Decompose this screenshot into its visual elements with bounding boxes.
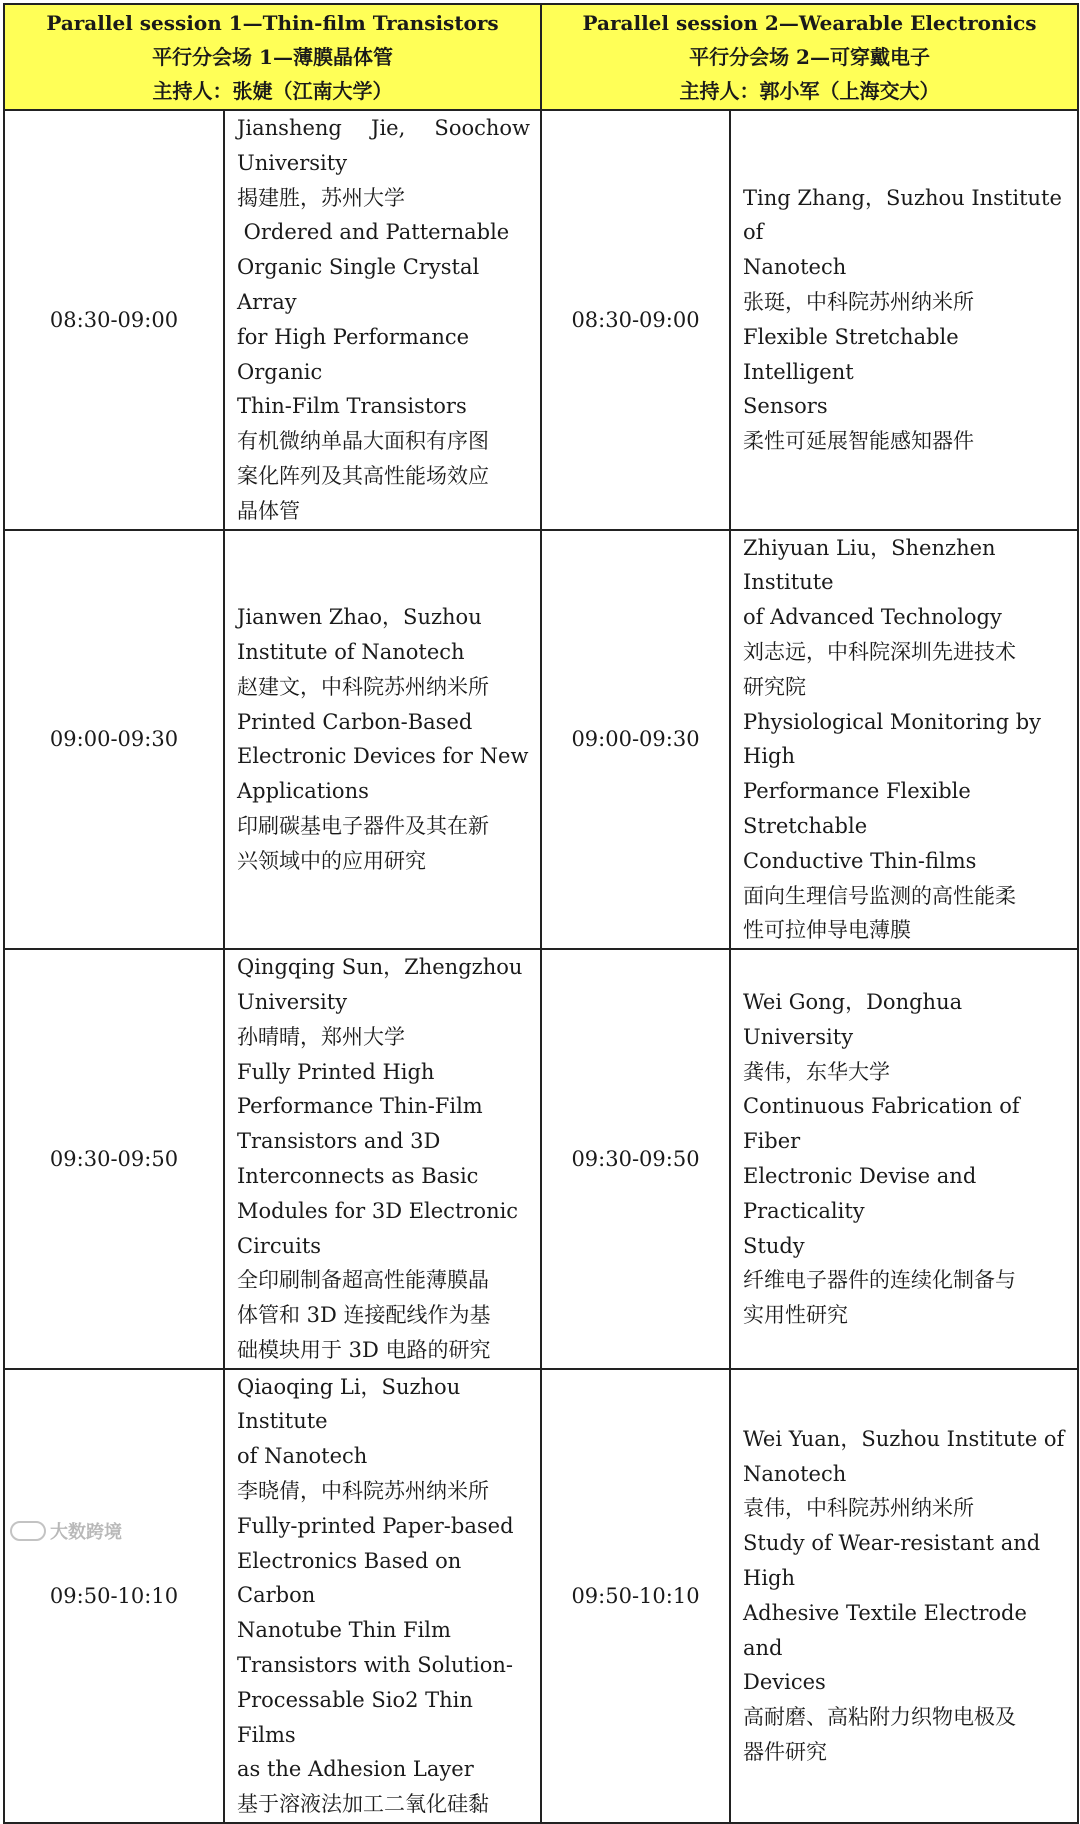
header-row — [4, 4, 1078, 110]
session-2-title-en: Parallel session 2—Wearable Electronics — [582, 11, 1037, 35]
talk-line: Nanotube Thin Film — [237, 1618, 451, 1643]
talk-line: 刘志远，中科院深圳先进技术 — [743, 639, 1017, 664]
session-1-time: 09:00-09:30 — [4, 530, 224, 950]
talk-line: 印刷碳基电子器件及其在新 — [237, 813, 489, 838]
session-2-title-zh: 平行分会场 2—可穿戴电子 — [689, 45, 930, 69]
talk-line: Study of Wear-resistant and High — [743, 1531, 1041, 1591]
talk-line: 实用性研究 — [743, 1303, 849, 1328]
talk-line: 研究院 — [743, 674, 807, 699]
talk-line: Devices — [743, 1670, 826, 1695]
session-2-talk — [730, 1369, 1078, 1823]
talk-line: Zhiyuan Liu，Shenzhen Institute — [743, 535, 996, 595]
session-1-time: 09:50-10:10 — [4, 1369, 224, 1823]
session-2-talk — [730, 949, 1078, 1369]
session-2-host: 主持人：郭小军（上海交大） — [679, 79, 940, 103]
talk-line: Qiaoqing Li，Suzhou Institute — [237, 1374, 461, 1434]
talk-line: Electronic Devices for New — [237, 744, 529, 769]
talk-line: 高耐磨、高粘附力织物电极及 — [743, 1705, 1017, 1730]
talk-line: 有机微纳单晶大面积有序图 — [237, 429, 489, 454]
talk-line: 揭建胜，苏州大学 — [237, 185, 405, 210]
session-1-header — [4, 4, 541, 110]
session-2-time: 09:50-10:10 — [541, 1369, 730, 1823]
table-row — [4, 110, 1078, 530]
talk-line: Ordered and Patternable — [237, 220, 510, 245]
talk-line: Electronics Based on Carbon — [237, 1548, 462, 1608]
talk-line: Ting Zhang，Suzhou Institute of — [743, 185, 1062, 245]
talk-line: 晶体管 — [237, 498, 300, 523]
talk-line: 龚伟，东华大学 — [743, 1059, 891, 1084]
session-1-talk — [224, 949, 541, 1369]
session-2-time: 08:30-09:00 — [541, 110, 730, 530]
talk-line: Physiological Monitoring by High — [743, 709, 1042, 769]
talk-line: as the Adhesion Layer — [237, 1757, 474, 1782]
talk-line: 张珽，中科院苏州纳米所 — [743, 289, 975, 314]
talk-line: 性可拉伸导电薄膜 — [743, 918, 912, 943]
table-row — [4, 530, 1078, 950]
session-2-time: 09:00-09:30 — [541, 530, 730, 950]
session-1-time: 09:30-09:50 — [4, 949, 224, 1369]
session-1-talk — [224, 110, 541, 530]
talk-line: 李晓倩，中科院苏州纳米所 — [237, 1479, 489, 1504]
talk-line: Wei Yuan，Suzhou Institute of — [743, 1426, 1065, 1451]
session-2-time: 09:30-09:50 — [541, 949, 730, 1369]
talk-line: Jiansheng Jie, Soochow — [237, 116, 531, 140]
talk-line: 基于溶液法加工二氧化硅黏 — [237, 1792, 489, 1817]
session-2-talk — [730, 110, 1078, 530]
talk-line: 器件研究 — [743, 1740, 828, 1765]
talk-line: 体管和 3D 连接配线作为基 — [237, 1303, 491, 1328]
talk-line: for High Performance Organic — [237, 324, 470, 384]
talk-line: Thin-Film Transistors — [237, 394, 467, 419]
table-row — [4, 949, 1078, 1369]
talk-line: 袁伟，中科院苏州纳米所 — [743, 1496, 975, 1521]
talk-line: Printed Carbon-Based — [237, 709, 473, 734]
talk-line: Qingqing Sun，Zhengzhou — [237, 955, 523, 980]
talk-line: Sensors — [743, 394, 828, 419]
talk-line: 兴领域中的应用研究 — [237, 848, 426, 873]
session-2-talk — [730, 530, 1078, 950]
talk-line: Flexible Stretchable Intelligent — [743, 324, 959, 384]
talk-line: 柔性可延展智能感知器件 — [743, 429, 975, 454]
talk-line: Conductive Thin-films — [743, 848, 977, 873]
talk-line: Fully-printed Paper-based — [237, 1513, 514, 1538]
talk-line: of Advanced Technology — [743, 605, 1002, 630]
talk-line: 孙晴晴，郑州大学 — [237, 1024, 405, 1049]
talk-line: University — [237, 150, 348, 175]
talk-line: Performance Thin-Film — [237, 1094, 483, 1119]
talk-line: Performance Flexible Stretchable — [743, 779, 971, 838]
talk-line: Jianwen Zhao，Suzhou — [237, 605, 482, 630]
session-1-title-zh: 平行分会场 1—薄膜晶体管 — [152, 45, 393, 69]
talk-line: 础模块用于 3D 电路的研究 — [237, 1337, 491, 1362]
talk-line: of Nanotech — [237, 1444, 368, 1469]
session-1-host: 主持人：张婕（江南大学） — [152, 79, 393, 103]
talk-line: 赵建文，中科院苏州纳米所 — [237, 674, 489, 699]
talk-line: Electronic Devise and Practicality — [743, 1163, 977, 1223]
watermark-text: 大数跨境 — [50, 1522, 122, 1543]
talk-line: University — [237, 989, 348, 1014]
talk-line: 纤维电子器件的连续化制备与 — [743, 1268, 1017, 1293]
talk-line: 案化阵列及其高性能场效应 — [237, 463, 489, 488]
talk-line: Nanotech — [743, 255, 847, 280]
session-1-talk — [224, 530, 541, 950]
talk-line: Institute of Nanotech — [237, 639, 465, 664]
session-1-talk — [224, 1369, 541, 1823]
watermark — [10, 1518, 122, 1544]
talk-line: Circuits — [237, 1233, 322, 1258]
talk-line: Adhesive Textile Electrode and — [743, 1600, 1027, 1660]
talk-line: Transistors and 3D — [237, 1129, 441, 1154]
talk-line: Modules for 3D Electronic — [237, 1198, 519, 1223]
talk-line: Organic Single Crystal Array — [237, 255, 480, 314]
talk-line: Study — [743, 1233, 805, 1258]
table-row — [4, 1369, 1078, 1823]
talk-line: Processable Sio2 Thin Films — [237, 1687, 473, 1747]
talk-line: 全印刷制备超高性能薄膜晶 — [237, 1268, 489, 1293]
watermark-logo-icon — [10, 1521, 46, 1541]
talk-line: Applications — [237, 779, 369, 804]
session-1-time: 08:30-09:00 — [4, 110, 224, 530]
talk-line: Continuous Fabrication of Fiber — [743, 1094, 1020, 1154]
talk-line: Fully Printed High — [237, 1059, 435, 1084]
talk-line: Nanotech — [743, 1461, 847, 1486]
talk-line: Transistors with Solution- — [237, 1653, 513, 1678]
session-2-header — [541, 4, 1078, 110]
talk-line: 面向生理信号监测的高性能柔 — [743, 883, 1017, 908]
talk-line: Wei Gong，Donghua University — [743, 989, 963, 1049]
session-1-title-en: Parallel session 1—Thin-film Transistors — [46, 11, 499, 35]
talk-line: Interconnects as Basic — [237, 1163, 479, 1188]
